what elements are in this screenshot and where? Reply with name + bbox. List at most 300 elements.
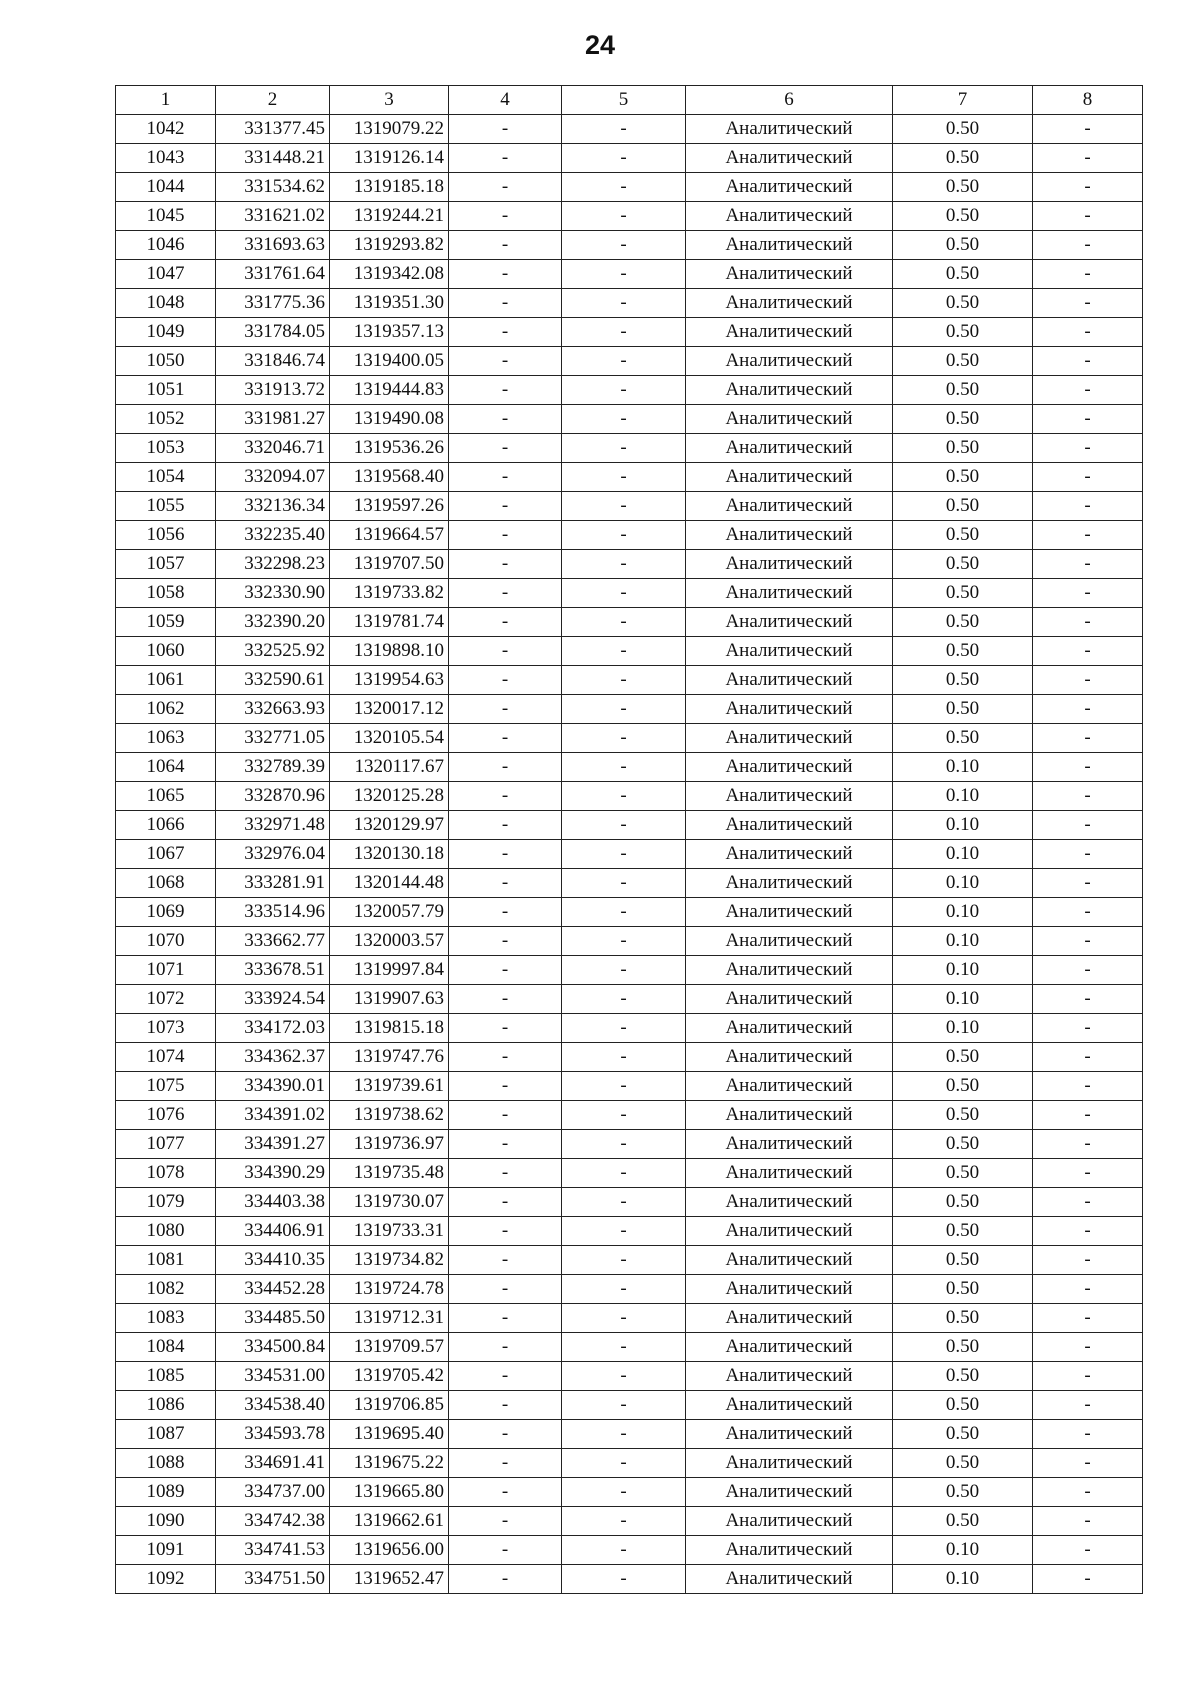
method-cell: Аналитический: [686, 1507, 893, 1536]
table-row: [116, 144, 1143, 173]
col4-cell: -: [449, 1275, 562, 1304]
method-cell: Аналитический: [686, 1101, 893, 1130]
col5-cell: -: [562, 1449, 686, 1478]
col5-cell: -: [562, 376, 686, 405]
point-number-cell: 1079: [116, 1188, 216, 1217]
col5-cell: -: [562, 1014, 686, 1043]
point-number-cell: 1051: [116, 376, 216, 405]
y-coordinate-cell: 1319781.74: [330, 608, 449, 637]
point-number-cell: 1081: [116, 1246, 216, 1275]
method-cell: Аналитический: [686, 666, 893, 695]
point-number-cell: 1084: [116, 1333, 216, 1362]
y-coordinate-cell: 1320125.28: [330, 782, 449, 811]
table-row: [116, 434, 1143, 463]
accuracy-cell: 0.50: [893, 1478, 1033, 1507]
y-coordinate-cell: 1319400.05: [330, 347, 449, 376]
col8-cell: -: [1033, 1478, 1143, 1507]
table-row: [116, 492, 1143, 521]
col4-cell: -: [449, 463, 562, 492]
col8-cell: -: [1033, 1507, 1143, 1536]
x-coordinate-cell: 331784.05: [216, 318, 330, 347]
table-row: [116, 318, 1143, 347]
method-cell: Аналитический: [686, 347, 893, 376]
accuracy-cell: 0.10: [893, 811, 1033, 840]
point-number-cell: 1072: [116, 985, 216, 1014]
method-cell: Аналитический: [686, 1014, 893, 1043]
y-coordinate-cell: 1319293.82: [330, 231, 449, 260]
method-cell: Аналитический: [686, 289, 893, 318]
method-cell: Аналитический: [686, 1188, 893, 1217]
x-coordinate-cell: 334406.91: [216, 1217, 330, 1246]
col5-cell: -: [562, 666, 686, 695]
col4-cell: -: [449, 1246, 562, 1275]
col4-cell: -: [449, 260, 562, 289]
x-coordinate-cell: 334691.41: [216, 1449, 330, 1478]
point-number-cell: 1065: [116, 782, 216, 811]
point-number-cell: 1063: [116, 724, 216, 753]
accuracy-cell: 0.50: [893, 492, 1033, 521]
x-coordinate-cell: 334403.38: [216, 1188, 330, 1217]
x-coordinate-cell: 332789.39: [216, 753, 330, 782]
col5-cell: -: [562, 1478, 686, 1507]
col8-cell: -: [1033, 173, 1143, 202]
col4-cell: -: [449, 1362, 562, 1391]
method-cell: Аналитический: [686, 1420, 893, 1449]
col8-cell: -: [1033, 1536, 1143, 1565]
col8-cell: -: [1033, 927, 1143, 956]
table-row: [116, 898, 1143, 927]
point-number-cell: 1088: [116, 1449, 216, 1478]
method-cell: Аналитический: [686, 144, 893, 173]
col4-cell: -: [449, 1072, 562, 1101]
x-coordinate-cell: 332590.61: [216, 666, 330, 695]
col5-cell: -: [562, 869, 686, 898]
col4-cell: -: [449, 956, 562, 985]
x-coordinate-cell: 331761.64: [216, 260, 330, 289]
column-header: 2: [216, 86, 330, 115]
x-coordinate-cell: 331981.27: [216, 405, 330, 434]
accuracy-cell: 0.50: [893, 608, 1033, 637]
point-number-cell: 1073: [116, 1014, 216, 1043]
y-coordinate-cell: 1319815.18: [330, 1014, 449, 1043]
accuracy-cell: 0.50: [893, 144, 1033, 173]
col5-cell: -: [562, 550, 686, 579]
y-coordinate-cell: 1320017.12: [330, 695, 449, 724]
point-number-cell: 1069: [116, 898, 216, 927]
accuracy-cell: 0.50: [893, 1130, 1033, 1159]
col4-cell: -: [449, 1565, 562, 1594]
accuracy-cell: 0.50: [893, 1449, 1033, 1478]
x-coordinate-cell: 332330.90: [216, 579, 330, 608]
accuracy-cell: 0.50: [893, 1072, 1033, 1101]
col8-cell: -: [1033, 318, 1143, 347]
point-number-cell: 1068: [116, 869, 216, 898]
x-coordinate-cell: 331621.02: [216, 202, 330, 231]
col8-cell: -: [1033, 492, 1143, 521]
accuracy-cell: 0.50: [893, 260, 1033, 289]
x-coordinate-cell: 333514.96: [216, 898, 330, 927]
col4-cell: -: [449, 202, 562, 231]
col5-cell: -: [562, 1217, 686, 1246]
accuracy-cell: 0.50: [893, 1101, 1033, 1130]
y-coordinate-cell: 1320144.48: [330, 869, 449, 898]
column-header: 4: [449, 86, 562, 115]
accuracy-cell: 0.50: [893, 347, 1033, 376]
column-header: 7: [893, 86, 1033, 115]
col8-cell: -: [1033, 1043, 1143, 1072]
col4-cell: -: [449, 521, 562, 550]
col4-cell: -: [449, 1449, 562, 1478]
method-cell: Аналитический: [686, 376, 893, 405]
y-coordinate-cell: 1319536.26: [330, 434, 449, 463]
x-coordinate-cell: 333678.51: [216, 956, 330, 985]
x-coordinate-cell: 334538.40: [216, 1391, 330, 1420]
method-cell: Аналитический: [686, 1130, 893, 1159]
col8-cell: -: [1033, 637, 1143, 666]
point-number-cell: 1050: [116, 347, 216, 376]
col8-cell: -: [1033, 898, 1143, 927]
method-cell: Аналитический: [686, 1565, 893, 1594]
y-coordinate-cell: 1319568.40: [330, 463, 449, 492]
accuracy-cell: 0.50: [893, 1159, 1033, 1188]
table-row: [116, 1391, 1143, 1420]
y-coordinate-cell: 1319735.48: [330, 1159, 449, 1188]
y-coordinate-cell: 1319733.82: [330, 579, 449, 608]
col4-cell: -: [449, 1536, 562, 1565]
col8-cell: -: [1033, 347, 1143, 376]
col5-cell: -: [562, 1275, 686, 1304]
table-row: [116, 1565, 1143, 1594]
table-row: [116, 289, 1143, 318]
x-coordinate-cell: 334531.00: [216, 1362, 330, 1391]
point-number-cell: 1045: [116, 202, 216, 231]
y-coordinate-cell: 1319244.21: [330, 202, 449, 231]
table-row: [116, 869, 1143, 898]
point-number-cell: 1082: [116, 1275, 216, 1304]
x-coordinate-cell: 334741.53: [216, 1536, 330, 1565]
table-row: [116, 1159, 1143, 1188]
y-coordinate-cell: 1320003.57: [330, 927, 449, 956]
table-row: [116, 376, 1143, 405]
point-number-cell: 1057: [116, 550, 216, 579]
x-coordinate-cell: 332971.48: [216, 811, 330, 840]
col5-cell: -: [562, 434, 686, 463]
col5-cell: -: [562, 405, 686, 434]
col8-cell: -: [1033, 1159, 1143, 1188]
y-coordinate-cell: 1319733.31: [330, 1217, 449, 1246]
point-number-cell: 1060: [116, 637, 216, 666]
coordinates-table: [115, 85, 1143, 1594]
method-cell: Аналитический: [686, 202, 893, 231]
point-number-cell: 1048: [116, 289, 216, 318]
accuracy-cell: 0.50: [893, 1391, 1033, 1420]
col5-cell: -: [562, 956, 686, 985]
x-coordinate-cell: 334391.02: [216, 1101, 330, 1130]
x-coordinate-cell: 331913.72: [216, 376, 330, 405]
method-cell: Аналитический: [686, 231, 893, 260]
col4-cell: -: [449, 1188, 562, 1217]
accuracy-cell: 0.50: [893, 1304, 1033, 1333]
col4-cell: -: [449, 115, 562, 144]
col5-cell: -: [562, 260, 686, 289]
accuracy-cell: 0.50: [893, 376, 1033, 405]
table-row: [116, 1246, 1143, 1275]
x-coordinate-cell: 332390.20: [216, 608, 330, 637]
y-coordinate-cell: 1319898.10: [330, 637, 449, 666]
y-coordinate-cell: 1319730.07: [330, 1188, 449, 1217]
accuracy-cell: 0.10: [893, 1565, 1033, 1594]
col4-cell: -: [449, 318, 562, 347]
col5-cell: -: [562, 927, 686, 956]
col8-cell: -: [1033, 289, 1143, 318]
col4-cell: -: [449, 898, 562, 927]
y-coordinate-cell: 1319736.97: [330, 1130, 449, 1159]
accuracy-cell: 0.10: [893, 869, 1033, 898]
y-coordinate-cell: 1319907.63: [330, 985, 449, 1014]
point-number-cell: 1080: [116, 1217, 216, 1246]
point-number-cell: 1092: [116, 1565, 216, 1594]
col8-cell: -: [1033, 840, 1143, 869]
table-row: [116, 840, 1143, 869]
col8-cell: -: [1033, 579, 1143, 608]
point-number-cell: 1070: [116, 927, 216, 956]
table-row: [116, 927, 1143, 956]
table-header-row: [116, 86, 1143, 115]
col8-cell: -: [1033, 782, 1143, 811]
y-coordinate-cell: 1319675.22: [330, 1449, 449, 1478]
col8-cell: -: [1033, 115, 1143, 144]
col5-cell: -: [562, 753, 686, 782]
col8-cell: -: [1033, 521, 1143, 550]
x-coordinate-cell: 331693.63: [216, 231, 330, 260]
col8-cell: -: [1033, 1333, 1143, 1362]
col5-cell: -: [562, 1188, 686, 1217]
table-row: [116, 1478, 1143, 1507]
point-number-cell: 1042: [116, 115, 216, 144]
x-coordinate-cell: 332046.71: [216, 434, 330, 463]
method-cell: Аналитический: [686, 1043, 893, 1072]
x-coordinate-cell: 332525.92: [216, 637, 330, 666]
method-cell: Аналитический: [686, 1333, 893, 1362]
y-coordinate-cell: 1320129.97: [330, 811, 449, 840]
method-cell: Аналитический: [686, 869, 893, 898]
col5-cell: -: [562, 1304, 686, 1333]
y-coordinate-cell: 1320130.18: [330, 840, 449, 869]
accuracy-cell: 0.50: [893, 434, 1033, 463]
col4-cell: -: [449, 1101, 562, 1130]
page-number: 24: [584, 30, 616, 60]
accuracy-cell: 0.50: [893, 579, 1033, 608]
col8-cell: -: [1033, 666, 1143, 695]
point-number-cell: 1054: [116, 463, 216, 492]
col8-cell: -: [1033, 1275, 1143, 1304]
method-cell: Аналитический: [686, 1304, 893, 1333]
method-cell: Аналитический: [686, 434, 893, 463]
col4-cell: -: [449, 492, 562, 521]
method-cell: Аналитический: [686, 695, 893, 724]
y-coordinate-cell: 1319662.61: [330, 1507, 449, 1536]
table-row: [116, 1304, 1143, 1333]
col5-cell: -: [562, 202, 686, 231]
point-number-cell: 1090: [116, 1507, 216, 1536]
point-number-cell: 1052: [116, 405, 216, 434]
y-coordinate-cell: 1319185.18: [330, 173, 449, 202]
method-cell: Аналитический: [686, 115, 893, 144]
x-coordinate-cell: 331448.21: [216, 144, 330, 173]
col8-cell: -: [1033, 608, 1143, 637]
table-row: [116, 724, 1143, 753]
col8-cell: -: [1033, 550, 1143, 579]
table-row: [116, 1507, 1143, 1536]
col4-cell: -: [449, 608, 562, 637]
accuracy-cell: 0.10: [893, 840, 1033, 869]
col8-cell: -: [1033, 260, 1143, 289]
x-coordinate-cell: 334485.50: [216, 1304, 330, 1333]
col5-cell: -: [562, 1507, 686, 1536]
method-cell: Аналитический: [686, 173, 893, 202]
table-row: [116, 1188, 1143, 1217]
col8-cell: -: [1033, 1246, 1143, 1275]
col8-cell: -: [1033, 811, 1143, 840]
method-cell: Аналитический: [686, 1478, 893, 1507]
y-coordinate-cell: 1319652.47: [330, 1565, 449, 1594]
accuracy-cell: 0.10: [893, 1536, 1033, 1565]
col8-cell: -: [1033, 724, 1143, 753]
col8-cell: -: [1033, 1304, 1143, 1333]
point-number-cell: 1064: [116, 753, 216, 782]
y-coordinate-cell: 1320105.54: [330, 724, 449, 753]
point-number-cell: 1076: [116, 1101, 216, 1130]
col5-cell: -: [562, 1420, 686, 1449]
col5-cell: -: [562, 898, 686, 927]
point-number-cell: 1049: [116, 318, 216, 347]
y-coordinate-cell: 1319738.62: [330, 1101, 449, 1130]
accuracy-cell: 0.10: [893, 927, 1033, 956]
accuracy-cell: 0.50: [893, 202, 1033, 231]
col4-cell: -: [449, 405, 562, 434]
table-row: [116, 1217, 1143, 1246]
x-coordinate-cell: 334362.37: [216, 1043, 330, 1072]
y-coordinate-cell: 1319664.57: [330, 521, 449, 550]
method-cell: Аналитический: [686, 1217, 893, 1246]
table-row: [116, 1420, 1143, 1449]
y-coordinate-cell: 1319351.30: [330, 289, 449, 318]
table-row: [116, 405, 1143, 434]
point-number-cell: 1075: [116, 1072, 216, 1101]
col4-cell: -: [449, 1130, 562, 1159]
table-row: [116, 115, 1143, 144]
point-number-cell: 1089: [116, 1478, 216, 1507]
col8-cell: -: [1033, 144, 1143, 173]
accuracy-cell: 0.50: [893, 1420, 1033, 1449]
col5-cell: -: [562, 1391, 686, 1420]
point-number-cell: 1044: [116, 173, 216, 202]
table-row: [116, 173, 1143, 202]
point-number-cell: 1058: [116, 579, 216, 608]
x-coordinate-cell: 334452.28: [216, 1275, 330, 1304]
point-number-cell: 1056: [116, 521, 216, 550]
method-cell: Аналитический: [686, 898, 893, 927]
col4-cell: -: [449, 840, 562, 869]
col8-cell: -: [1033, 1014, 1143, 1043]
col5-cell: -: [562, 811, 686, 840]
col8-cell: -: [1033, 231, 1143, 260]
y-coordinate-cell: 1319665.80: [330, 1478, 449, 1507]
method-cell: Аналитический: [686, 550, 893, 579]
col5-cell: -: [562, 724, 686, 753]
accuracy-cell: 0.50: [893, 521, 1033, 550]
col5-cell: -: [562, 1362, 686, 1391]
y-coordinate-cell: 1319705.42: [330, 1362, 449, 1391]
col8-cell: -: [1033, 1188, 1143, 1217]
accuracy-cell: 0.10: [893, 985, 1033, 1014]
col4-cell: -: [449, 724, 562, 753]
x-coordinate-cell: 334593.78: [216, 1420, 330, 1449]
x-coordinate-cell: 332136.34: [216, 492, 330, 521]
method-cell: Аналитический: [686, 579, 893, 608]
accuracy-cell: 0.10: [893, 782, 1033, 811]
col4-cell: -: [449, 1507, 562, 1536]
x-coordinate-cell: 334391.27: [216, 1130, 330, 1159]
col5-cell: -: [562, 1333, 686, 1362]
col5-cell: -: [562, 1043, 686, 1072]
accuracy-cell: 0.50: [893, 1507, 1033, 1536]
col4-cell: -: [449, 811, 562, 840]
col4-cell: -: [449, 144, 562, 173]
method-cell: Аналитический: [686, 260, 893, 289]
col8-cell: -: [1033, 376, 1143, 405]
col4-cell: -: [449, 1043, 562, 1072]
method-cell: Аналитический: [686, 840, 893, 869]
col5-cell: -: [562, 985, 686, 1014]
x-coordinate-cell: 332094.07: [216, 463, 330, 492]
col8-cell: -: [1033, 202, 1143, 231]
table-row: [116, 985, 1143, 1014]
table-row: [116, 1130, 1143, 1159]
accuracy-cell: 0.50: [893, 289, 1033, 318]
x-coordinate-cell: 334410.35: [216, 1246, 330, 1275]
table-row: [116, 811, 1143, 840]
y-coordinate-cell: 1319706.85: [330, 1391, 449, 1420]
col4-cell: -: [449, 637, 562, 666]
col5-cell: -: [562, 1072, 686, 1101]
x-coordinate-cell: 334500.84: [216, 1333, 330, 1362]
column-header: 3: [330, 86, 449, 115]
col5-cell: -: [562, 1536, 686, 1565]
col4-cell: -: [449, 550, 562, 579]
x-coordinate-cell: 334742.38: [216, 1507, 330, 1536]
col8-cell: -: [1033, 463, 1143, 492]
col5-cell: -: [562, 1565, 686, 1594]
table-row: [116, 1072, 1143, 1101]
col4-cell: -: [449, 1478, 562, 1507]
accuracy-cell: 0.50: [893, 318, 1033, 347]
table-row: [116, 463, 1143, 492]
method-cell: Аналитический: [686, 1275, 893, 1304]
col4-cell: -: [449, 666, 562, 695]
x-coordinate-cell: 333924.54: [216, 985, 330, 1014]
x-coordinate-cell: 332235.40: [216, 521, 330, 550]
point-number-cell: 1091: [116, 1536, 216, 1565]
col4-cell: -: [449, 231, 562, 260]
table-row: [116, 956, 1143, 985]
col5-cell: -: [562, 840, 686, 869]
y-coordinate-cell: 1319490.08: [330, 405, 449, 434]
col8-cell: -: [1033, 405, 1143, 434]
x-coordinate-cell: 332771.05: [216, 724, 330, 753]
y-coordinate-cell: 1319954.63: [330, 666, 449, 695]
point-number-cell: 1078: [116, 1159, 216, 1188]
